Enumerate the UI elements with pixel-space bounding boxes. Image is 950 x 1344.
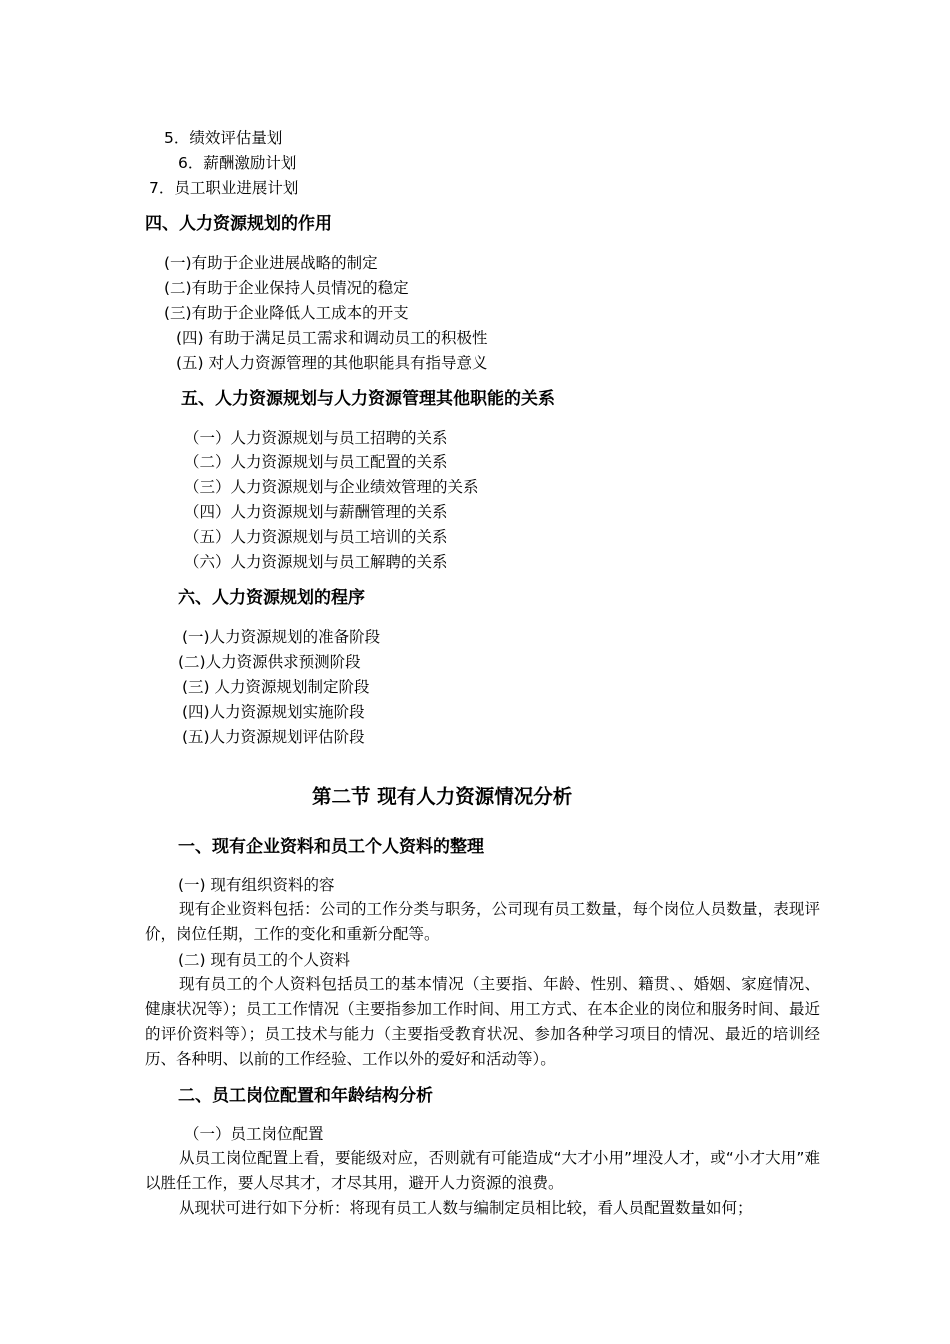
list-item: (五)人力资源规划评估阶段 bbox=[182, 728, 365, 746]
paragraph: 现有企业资料包括：公司的工作分类与职务，公司现有员工数量，每个岗位人员数量，表现评价，岗位任期，工作的变化和重新分配等。 bbox=[145, 900, 820, 943]
plan-item: 7．员工职业进展计划 bbox=[149, 179, 299, 197]
section-heading: 二、员工岗位配置和年龄结构分析 bbox=[178, 1086, 433, 1106]
chapter-title: 第二节 现有人力资源情况分析 bbox=[312, 785, 573, 808]
paragraph: 从现状可进行如下分析：将现有员工人数与编制定员相比较，看人员配置数量如何； bbox=[179, 1199, 753, 1217]
plan-item: 5．绩效评估量划 bbox=[164, 129, 283, 147]
list-item: （一）人力资源规划与员工招聘的关系 bbox=[184, 429, 448, 447]
paragraph: 从员工岗位配置上看，要能级对应，否则就有可能造成“大才小用”埋没人才，或“小才大用”难以胜任工作，要人尽其才，才尽其用，避开人力资源的浪费。 bbox=[145, 1149, 820, 1192]
list-item: (三) 人力资源规划制定阶段 bbox=[182, 678, 370, 696]
list-item: (一)人力资源规划的准备阶段 bbox=[182, 628, 381, 646]
list-item: （六）人力资源规划与员工解聘的关系 bbox=[184, 553, 448, 571]
section-heading: 五、人力资源规划与人力资源管理其他职能的关系 bbox=[181, 389, 555, 409]
section-heading: 一、现有企业资料和员工个人资料的整理 bbox=[178, 837, 484, 857]
section-heading: 四、人力资源规划的作用 bbox=[145, 214, 332, 234]
list-item: （四）人力资源规划与薪酬管理的关系 bbox=[184, 503, 448, 521]
list-item: （五）人力资源规划与员工培训的关系 bbox=[184, 528, 448, 546]
list-item: (一)有助于企业进展战略的制定 bbox=[164, 254, 378, 272]
list-item: （二）人力资源规划与员工配置的关系 bbox=[184, 453, 448, 471]
sub-heading: （一）员工岗位配置 bbox=[184, 1125, 324, 1143]
list-item: (二)有助于企业保持人员情况的稳定 bbox=[164, 279, 409, 297]
list-item: (四) 有助于满足员工需求和调动员工的积极性 bbox=[176, 329, 488, 347]
section-heading: 六、人力资源规划的程序 bbox=[178, 588, 365, 608]
list-item: (二)人力资源供求预测阶段 bbox=[178, 653, 361, 671]
list-item: （三）人力资源规划与企业绩效管理的关系 bbox=[184, 478, 479, 496]
list-item: (五) 对人力资源管理的其他职能具有指导意义 bbox=[176, 354, 488, 372]
plan-item: 6．薪酬激励计划 bbox=[178, 154, 297, 172]
list-item: (四)人力资源规划实施阶段 bbox=[182, 703, 365, 721]
list-item: (三)有助于企业降低人工成本的开支 bbox=[164, 304, 409, 322]
paragraph: 现有员工的个人资料包括员工的基本情况（主要指、年龄、性别、籍贯、、婚姻、家庭情况、健康状况等）；员工工作情况（主要指参加工作时间、用工方式、在本企业的岗位和服务时间、最近的评价资料等）；员工技术与能力（主要指受教育状况、参加各种学习项目的情况、最近的培训经历、各种明、以前的工作经验、工作以外的爱好和活动等）。 bbox=[145, 975, 820, 1068]
sub-heading: (二) 现有员工的个人资料 bbox=[178, 951, 351, 969]
sub-heading: (一) 现有组织资料的容 bbox=[178, 876, 335, 894]
